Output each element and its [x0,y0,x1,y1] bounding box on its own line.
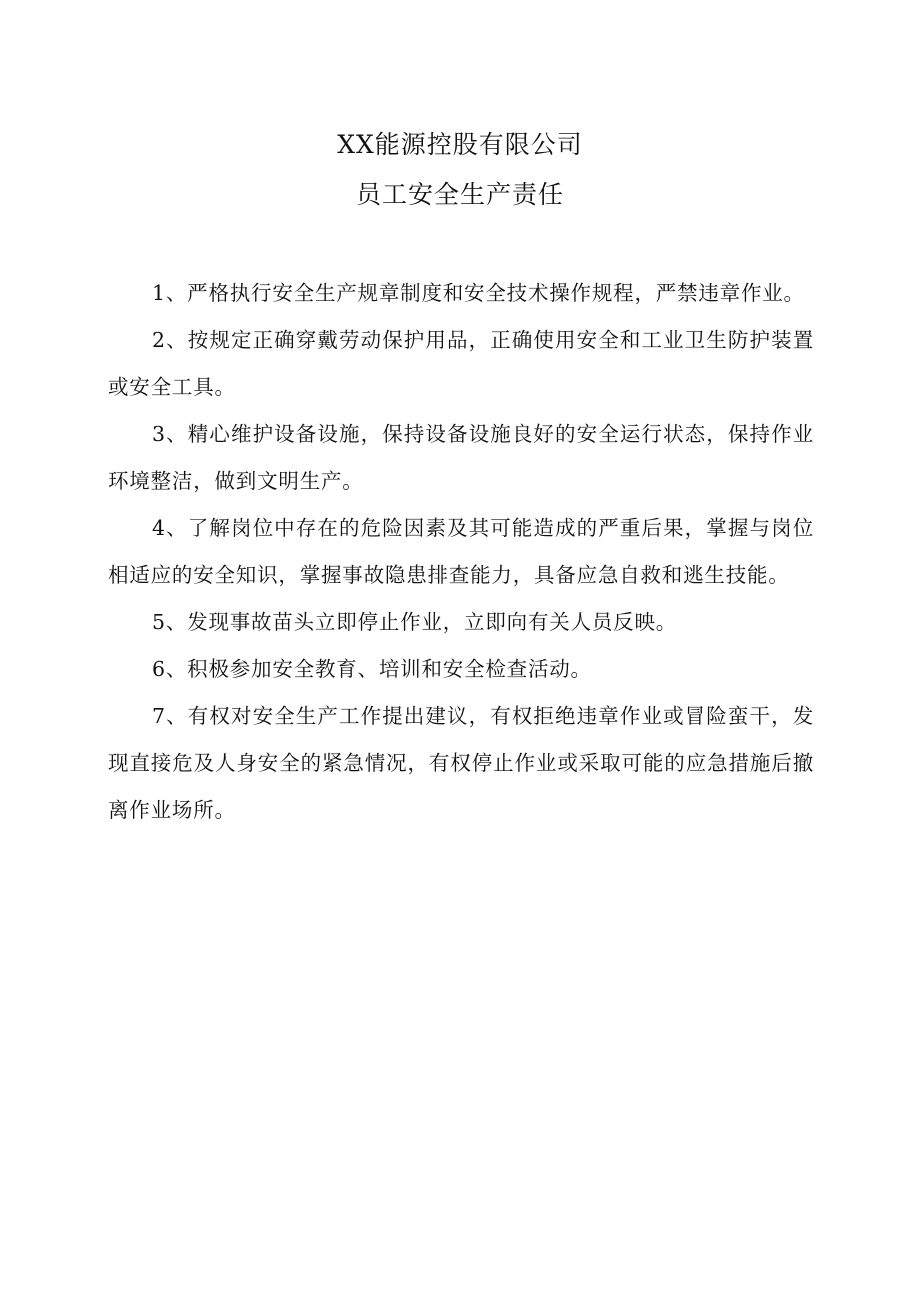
company-title: XX能源控股有限公司 [337,130,583,159]
list-item: 2、按规定正确穿戴劳动保护用品，正确使用安全和工业卫生防护装置或安全工具。 [108,328,814,399]
responsibility-list [108,270,814,834]
list-item: 3、精心维护设备设施，保持设备设施良好的安全运行状态，保持作业环境整洁，做到文明生产。 [108,422,814,493]
list-item: 7、有权对安全生产工作提出建议，有权拒绝违章作业或冒险蛮干，发现直接危及人身安全的紧急情况，有权停止作业或采取可能的应急措施后撤离作业场所。 [108,704,814,822]
list-item: 1、严格执行安全生产规章制度和安全技术操作规程，严禁违章作业。 [152,281,805,305]
list-item: 6、积极参加安全教育、培训和安全检查活动。 [152,657,592,681]
list-item: 4、了解岗位中存在的危险因素及其可能造成的严重后果，掌握与岗位相适应的安全知识，掌握事故隐患排查能力，具备应急自救和逃生技能。 [108,516,814,587]
document-title: 员工安全生产责任 [355,180,564,209]
list-item: 5、发现事故苗头立即停止作业，立即向有关人员反映。 [152,610,678,634]
